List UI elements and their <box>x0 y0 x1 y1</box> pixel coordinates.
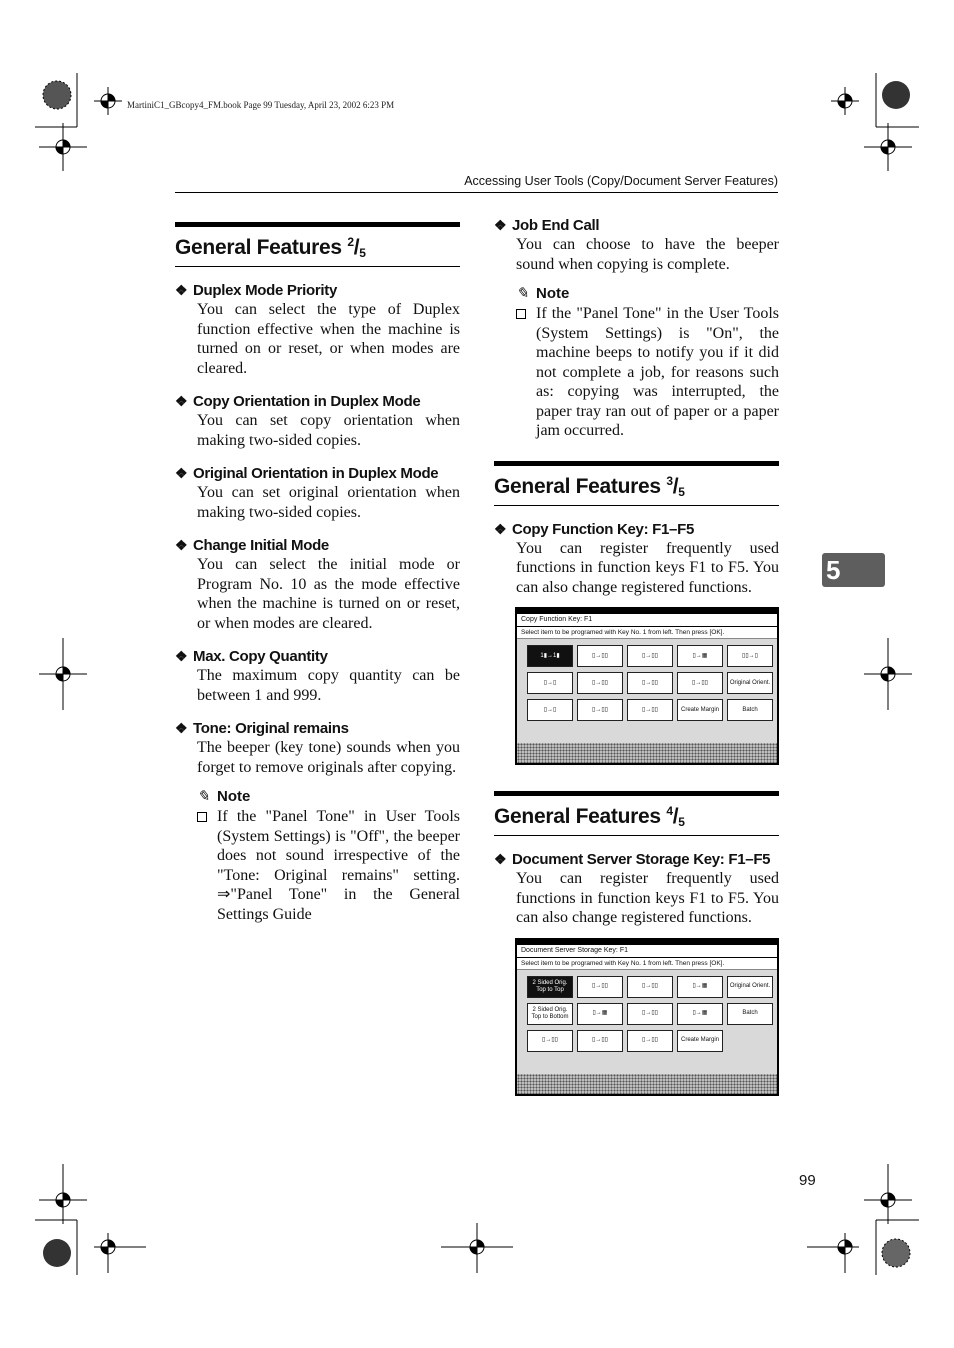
setting-description: You can set original orientation when making two-sided copies. <box>197 484 460 521</box>
section-heading-text: General Features <box>494 474 661 498</box>
section-page-slash: / <box>672 474 679 498</box>
diamond-bullet-icon: ❖ <box>175 465 188 481</box>
function-option-key[interactable]: Original Orient. <box>727 672 773 694</box>
left-column <box>175 222 460 924</box>
setting-description: You can register frequently used functions in function keys F1 to F5. You can also change registered functions. <box>516 539 779 596</box>
section-page-denominator: 5 <box>678 484 685 499</box>
note-pencil-icon: ✎ <box>197 788 210 805</box>
note-label: Note <box>536 285 570 302</box>
setting-title: Copy Orientation in Duplex Mode <box>193 393 421 410</box>
function-option-key[interactable]: ▯→▯▯ <box>627 1003 673 1025</box>
page-number: 99 <box>799 1172 816 1189</box>
section-page-numerator: 2 <box>347 235 354 249</box>
function-option-key[interactable]: ▯→▯▯ <box>627 645 673 667</box>
create-margin-key[interactable]: Create Margin <box>677 699 723 721</box>
setting-description: You can choose to have the beeper sound when copying is complete. <box>516 236 779 273</box>
section-heading <box>175 222 460 267</box>
function-option-key[interactable]: ▯→▯▯ <box>627 1030 673 1052</box>
setting-item <box>175 464 460 522</box>
batch-key[interactable]: Batch <box>727 1003 773 1025</box>
section-page-numerator: 4 <box>666 804 673 818</box>
function-option-key[interactable]: ▯→▯▯ <box>577 672 623 694</box>
function-option-key[interactable]: ▯→▯▯ <box>577 1030 623 1052</box>
note-text: If the "Panel Tone" in User Tools (System Settings) is "Off", the beeper does not sound irrespective of the "Tone: Original remains" setting. ⇒"Panel Tone" in the General Settings Guide <box>217 808 460 923</box>
function-option-key[interactable]: ▯→▯▯ <box>577 645 623 667</box>
setting-title: Job End Call <box>512 217 600 234</box>
section-page-denominator: 5 <box>359 246 366 260</box>
diamond-bullet-icon: ❖ <box>175 282 188 298</box>
batch-key[interactable]: Batch <box>727 699 773 721</box>
section-heading <box>494 461 779 506</box>
section-heading-text: General Features <box>175 236 342 259</box>
function-option-key[interactable]: ▯→▯▯ <box>577 699 623 721</box>
checkbox-bullet-icon <box>516 309 526 319</box>
setting-title: Change Initial Mode <box>193 537 329 554</box>
setting-title: Max. Copy Quantity <box>193 648 328 665</box>
setting-title: Duplex Mode Priority <box>193 282 338 299</box>
setting-description: You can set copy orientation when making two-sided copies. <box>197 412 460 449</box>
function-option-key[interactable]: 1▮→1▮ <box>527 645 573 667</box>
setting-description: The beeper (key tone) sounds when you forget to remove originals after copying. <box>197 739 460 776</box>
function-option-key[interactable]: ▯→▯▯ <box>627 672 673 694</box>
function-option-key[interactable]: ▯→▯▯ <box>677 672 723 694</box>
setting-title: Document Server Storage Key: F1–F5 <box>512 851 771 868</box>
note-pencil-icon: ✎ <box>516 285 529 302</box>
function-option-key[interactable]: ▯▯→▯ <box>727 645 773 667</box>
create-margin-key[interactable]: Create Margin <box>677 1030 723 1052</box>
screen-status-area <box>517 1074 777 1094</box>
chapter-tab: 5 <box>822 553 885 587</box>
setting-item <box>175 647 460 705</box>
original-orient-key[interactable]: Original Orient. <box>727 976 773 998</box>
diamond-bullet-icon: ❖ <box>175 720 188 736</box>
setting-description: The maximum copy quantity can be between 1 and 999. <box>197 667 460 704</box>
screen-status-area <box>517 743 777 763</box>
section-general-features-3 <box>494 461 779 766</box>
note-text: If the "Panel Tone" in the User Tools (System Settings) is "On", the machine beeps to notify you if it did not complete a job, for reasons such as: copying was interrupted, the paper tray ran out of paper or a paper jam occurred. <box>536 305 779 439</box>
diamond-bullet-icon: ❖ <box>175 393 188 409</box>
setting-title: Copy Function Key: F1–F5 <box>512 520 694 538</box>
note-label: Note <box>217 788 251 805</box>
section-heading-text: General Features <box>494 805 661 828</box>
setting-item-job-end-call <box>494 216 779 274</box>
setting-item <box>494 850 779 928</box>
screen-title: Copy Function Key: F1 <box>517 614 777 627</box>
function-option-key[interactable]: ▯→▯▯ <box>527 1030 573 1052</box>
document-server-storage-key-screenshot <box>515 938 779 1096</box>
section-heading <box>494 791 779 836</box>
setting-item <box>494 520 779 598</box>
function-key-grid <box>517 639 777 727</box>
two-sided-top-to-top-key[interactable]: 2 Sided Orig. Top to Top <box>527 976 573 998</box>
function-option-key[interactable]: ▯→▯ <box>527 699 573 721</box>
section-page-slash: / <box>353 236 360 259</box>
function-option-key[interactable]: ▯→▯▯ <box>627 976 673 998</box>
setting-description: You can select the initial mode or Program No. 10 as the mode effective when the machine is turned on or reset, or when modes are cleared. <box>197 556 460 632</box>
diamond-bullet-icon: ❖ <box>494 520 507 537</box>
diamond-bullet-icon: ❖ <box>175 648 188 664</box>
empty-key-slot <box>727 1030 773 1052</box>
setting-item <box>175 392 460 450</box>
header-rule <box>175 192 778 193</box>
screen-title: Document Server Storage Key: F1 <box>517 945 777 958</box>
note-block <box>197 787 460 924</box>
setting-description: You can register frequently used functions in function keys F1 to F5. You can also change registered functions. <box>516 870 779 926</box>
screen-instruction: Select item to be programed with Key No. 1 from left. Then press [OK]. <box>517 958 777 970</box>
section-general-features-2 <box>175 222 460 924</box>
diamond-bullet-icon: ❖ <box>175 537 188 553</box>
setting-item <box>175 281 460 378</box>
setting-item <box>175 719 460 777</box>
function-option-key[interactable]: ▯→▦ <box>677 645 723 667</box>
storage-key-grid <box>517 970 777 1058</box>
function-option-key[interactable]: ▯→▯▯ <box>627 699 673 721</box>
book-file-info: MartiniC1_GBcopy4_FM.book Page 99 Tuesday, April 23, 2002 6:23 PM <box>127 100 395 110</box>
note-block <box>516 284 779 441</box>
checkbox-bullet-icon <box>197 812 207 822</box>
section-page-slash: / <box>672 805 679 828</box>
copy-function-key-screenshot <box>515 607 779 765</box>
screen-instruction: Select item to be programed with Key No. 1 from left. Then press [OK]. <box>517 627 777 639</box>
setting-item <box>175 536 460 633</box>
running-header: Accessing User Tools (Copy/Document Server Features) <box>464 174 778 188</box>
diamond-bullet-icon: ❖ <box>494 217 507 233</box>
function-option-key[interactable]: ▯→▦ <box>577 1003 623 1025</box>
function-option-key[interactable]: ▯→▦ <box>677 1003 723 1025</box>
right-column <box>494 217 779 1096</box>
section-page-numerator: 3 <box>666 473 673 488</box>
function-option-key[interactable]: ▯→▯▯ <box>577 976 623 998</box>
setting-description: You can select the type of Duplex function effective when the machine is turned on or reset, or when modes are cleared. <box>197 301 460 377</box>
setting-title: Original Orientation in Duplex Mode <box>193 465 439 482</box>
diamond-bullet-icon: ❖ <box>494 851 507 867</box>
section-page-denominator: 5 <box>678 815 685 829</box>
function-option-key[interactable]: ▯→▦ <box>677 976 723 998</box>
function-option-key[interactable]: ▯→▯ <box>527 672 573 694</box>
two-sided-top-to-bottom-key[interactable]: 2 Sided Orig. Top to Bottom <box>527 1003 573 1025</box>
section-general-features-4 <box>494 791 779 1096</box>
setting-title: Tone: Original remains <box>193 720 349 737</box>
